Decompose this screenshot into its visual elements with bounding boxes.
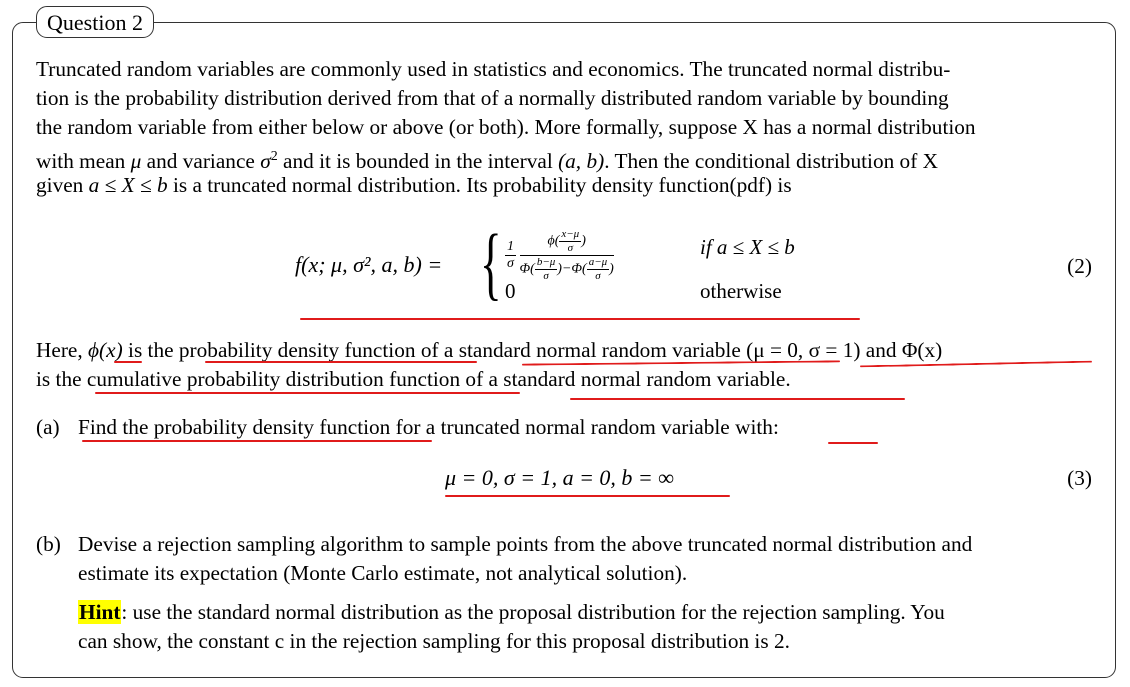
annotation-underline-equation-2 [300, 318, 860, 320]
piecewise-brace: { [480, 217, 502, 308]
annotation-underline-cdf [95, 392, 520, 394]
question-label: Question 2 [36, 6, 154, 38]
equation-2-lhs: f(x; μ, σ², a, b) = [295, 252, 443, 277]
intro-line-2: tion is the probability distribution derived from that of a normally distributed random variable by bounding [36, 86, 949, 110]
pdf-ratio: ϕ( $\frac{x-\mu}{\sigma}$ ) Φ( $\frac{b-\mu}{\sigma}$ )−Φ( $\frac{a-\mu}{\sigma}$ ) [519, 228, 614, 282]
here-line-1: Here, ϕ(x) is the probability density function of a standard normal random variable (μ = 0, σ = 1) and Φ(x) [36, 338, 943, 362]
equation-2 [0, 217, 1130, 310]
equation-3: μ = 0, σ = 1, a = 0, b = ∞ [445, 465, 674, 490]
intro-line-3: the random variable from either below or above (or both). More formally, suppose X has a normal distribution [36, 115, 976, 139]
one-over-sigma: $\frac{1}{\sigma}$ [507, 239, 514, 271]
part-a-label: (a) [36, 415, 60, 439]
annotation-underline-standard-normal-2 [570, 398, 905, 400]
part-b-line-2: estimate its expectation (Monte Carlo estimate, not analytical solution). [78, 561, 688, 585]
equation-2-number: (2) [1067, 254, 1092, 278]
part-a-text: Find the probability density function for a truncated normal random variable with: [78, 415, 779, 439]
intro-line-4: with mean μ and variance $\sigma^2$ and it is bounded in the interval (a, b). Then the conditional distribution of X [36, 149, 939, 174]
case-1-formula [505, 229, 614, 282]
hint-line-1: Hint: use the standard normal distribution as the proposal distribution for the rejection sampling. You [79, 600, 945, 624]
here-line-2: is the cumulative probability distribution function of a standard normal random variable. [36, 367, 791, 391]
intro-line-5: given a ≤ X ≤ b is a truncated normal distribution. Its probability density function(pdf) is [36, 173, 792, 197]
annotation-underline-phi [114, 361, 142, 363]
annotation-underline-pdf [205, 361, 477, 363]
annotation-underline-equation-3 [445, 495, 730, 497]
annotation-underline-with [828, 442, 878, 444]
equation-3-number: (3) [1067, 466, 1092, 490]
case-2-value: 0 [505, 279, 516, 303]
intro-line-1: Truncated random variables are commonly used in statistics and economics. The truncated normal distribu- [36, 57, 951, 81]
hint-line-2: can show, the constant c in the rejection sampling for this proposal distribution is 2. [78, 629, 790, 653]
case-2-condition: otherwise [700, 279, 782, 303]
case-1-condition: if a ≤ X ≤ b [700, 235, 795, 259]
annotation-underline-find-pdf [82, 440, 432, 442]
part-b-line-1: Devise a rejection sampling algorithm to sample points from the above truncated normal distribution and [78, 532, 973, 556]
hint-label: Hint [79, 600, 121, 624]
part-b-label: (b) [36, 532, 61, 556]
